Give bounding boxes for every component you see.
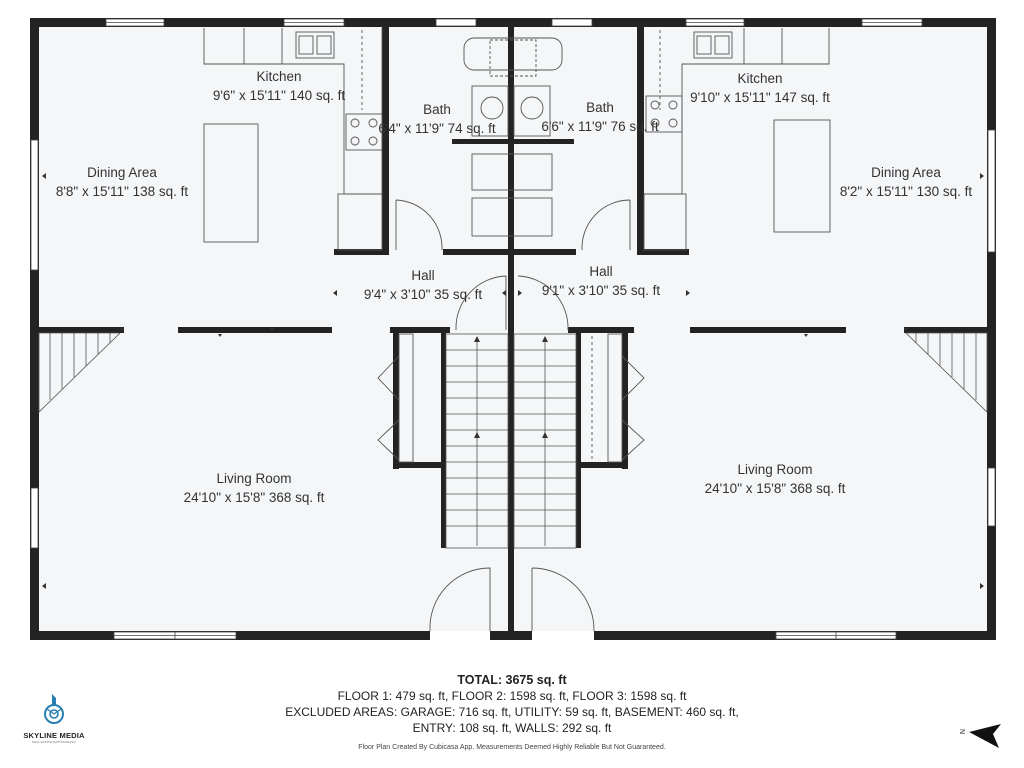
disclaimer-note: Floor Plan Created By Cubicasa App. Measurements Deemed Highly Reliable But Not Guaranteed. [358, 744, 666, 751]
compass [955, 720, 1005, 750]
dining-left-name: Dining Area [87, 165, 157, 180]
compass-label: N [958, 729, 965, 735]
bath-left-name: Bath [423, 102, 451, 117]
skyline-building-icon [41, 692, 67, 726]
living-right-name: Living Room [737, 462, 813, 477]
kitchen-right-name: Kitchen [737, 71, 783, 86]
area-summary [0, 672, 1024, 756]
living-right-dims: 24'10" x 15'8" 368 sq. ft [704, 481, 846, 496]
bath-right-dims: 6'6" x 11'9" 76 sq. ft [541, 119, 659, 134]
kitchen-left-dims: 9'6" x 15'11" 140 sq. ft [212, 88, 346, 103]
hall-left-dims: 9'4" x 3'10" 35 sq. ft [363, 287, 483, 302]
floor-areas: FLOOR 1: 479 sq. ft, FLOOR 2: 1598 sq. ft, FLOOR 3: 1598 sq. ft [337, 689, 687, 703]
bath-left-dims: 6'4" x 11'9" 74 sq. ft [378, 121, 496, 136]
excluded-areas: EXCLUDED AREAS: GARAGE: 716 sq. ft, UTILITY: 59 sq. ft, BASEMENT: 460 sq. ft, [285, 705, 739, 719]
entry-walls-areas: ENTRY: 108 sq. ft, WALLS: 292 sq. ft [412, 721, 612, 735]
logo-brand: SKYLINE MEDIA [23, 731, 85, 740]
company-logo [22, 692, 86, 742]
living-left-dims: 24'10" x 15'8" 368 sq. ft [183, 490, 325, 505]
dining-right-name: Dining Area [871, 165, 941, 180]
bath-right-name: Bath [586, 100, 614, 115]
hall-right-dims: 9'1" x 3'10" 35 sq. ft [541, 283, 661, 298]
total-area: TOTAL: 3675 sq. ft [457, 673, 567, 687]
dining-right-dims: 8'2" x 15'11" 130 sq. ft [839, 184, 973, 199]
dining-left-dims: 8'8" x 15'11" 138 sq. ft [55, 184, 189, 199]
logo-tagline: REAL ESTATE PHOTOGRAPHY [32, 740, 76, 744]
living-left-name: Living Room [216, 471, 292, 486]
kitchen-right-dims: 9'10" x 15'11" 147 sq. ft [690, 90, 830, 105]
hall-right-name: Hall [589, 264, 613, 279]
kitchen-left-name: Kitchen [256, 69, 302, 84]
north-arrow-icon [969, 724, 1001, 748]
hall-left-name: Hall [411, 268, 435, 283]
